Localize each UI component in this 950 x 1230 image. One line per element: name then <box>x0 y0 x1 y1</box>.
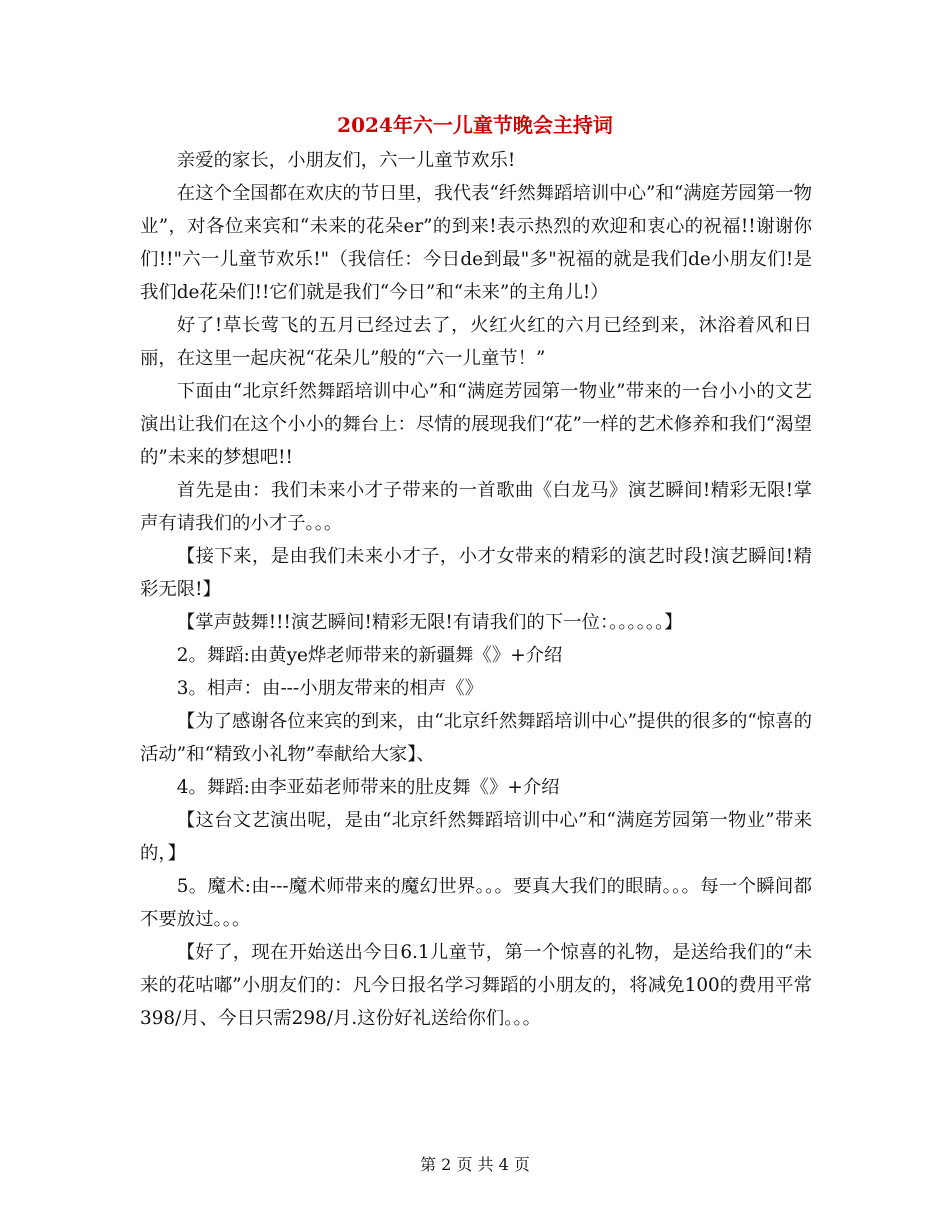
document-body <box>140 144 812 1035</box>
paragraph-first-act: 首先是由：我们未来小才子带来的一首歌曲《白龙马》演艺瞬间!精彩无限!掌声有请我们的小才子。。。 <box>140 480 812 534</box>
paragraph-intro-show: 下面由“北京纤然舞蹈培训中心”和“满庭芳园第一物业”带来的一台小小的文艺演出让我们在这个小小的舞台上：尽情的展现我们“花”一样的艺术修养和我们“渴望的”未来的梦想吧!! <box>140 381 812 468</box>
paragraph-greeting: 亲爱的家长，小朋友们，六一儿童节欢乐! <box>176 150 516 171</box>
paragraph-applause: 【掌声鼓舞!!!演艺瞬间!精彩无限!有请我们的下一位：。。。。。。】 <box>176 612 683 633</box>
page-number-footer: 第 2 页 共 4 页 <box>420 1155 530 1174</box>
document-title: 2024年六一儿童节晚会主持词 <box>337 113 613 137</box>
paragraph-first-gift: 【好了，现在开始送出今日6.1儿童节，第一个惊喜的礼物，是送给我们的“未来的花咕嘟”小朋友们的：凡今日报名学习舞蹈的小朋友的，将减免100的费用平常398/月、今日只需298/月.这份好礼送给你们。。。 <box>140 942 812 1029</box>
paragraph-welcome: 在这个全国都在欢庆的节日里，我代表“纤然舞蹈培训中心”和“满庭芳园第一物业”，对各位来宾和“未来的花朵er”的到来!表示热烈的欢迎和衷心的祝福!!谢谢你们!!"六一儿童节欢乐!"（我信任：今日de到最"多"祝福的就是我们de小朋友们!是我们de花朵们!!它们就是我们“今日”和“未来”的主角儿!） <box>140 183 812 303</box>
paragraph-next-segment: 【接下来，是由我们未来小才子，小才女带来的精彩的演艺时段!演艺瞬间!精彩无限!】 <box>140 546 812 600</box>
paragraph-item-belly-dance: 4。舞蹈:由李亚茹老师带来的肚皮舞《》+介绍 <box>176 777 560 798</box>
paragraph-item-magic: 5。魔术:由---魔术师带来的魔幻世界。。。要真大我们的眼睛。。。每一个瞬间都不要放过。。。 <box>140 876 812 930</box>
paragraph-item-crosstalk: 3。相声：由---小朋友带来的相声《》 <box>176 678 483 699</box>
paragraph-item-dance-xinjiang: 2。舞蹈:由黄ye烨老师带来的新疆舞《》+介绍 <box>176 645 563 666</box>
paragraph-sponsors: 【这台文艺演出呢，是由“北京纤然舞蹈培训中心”和“满庭芳园第一物业”带来的，】 <box>140 810 812 864</box>
paragraph-thanks-gifts: 【为了感谢各位来宾的到来，由“北京纤然舞蹈培训中心”提供的很多的“惊喜的活动”和“精致小礼物”奉献给大家】、 <box>140 711 812 765</box>
paragraph-season: 好了!草长莺飞的五月已经过去了，火红火红的六月已经到来，沐浴着风和日丽，在这里一起庆祝“花朵儿”般的“六一儿童节！” <box>140 315 812 369</box>
